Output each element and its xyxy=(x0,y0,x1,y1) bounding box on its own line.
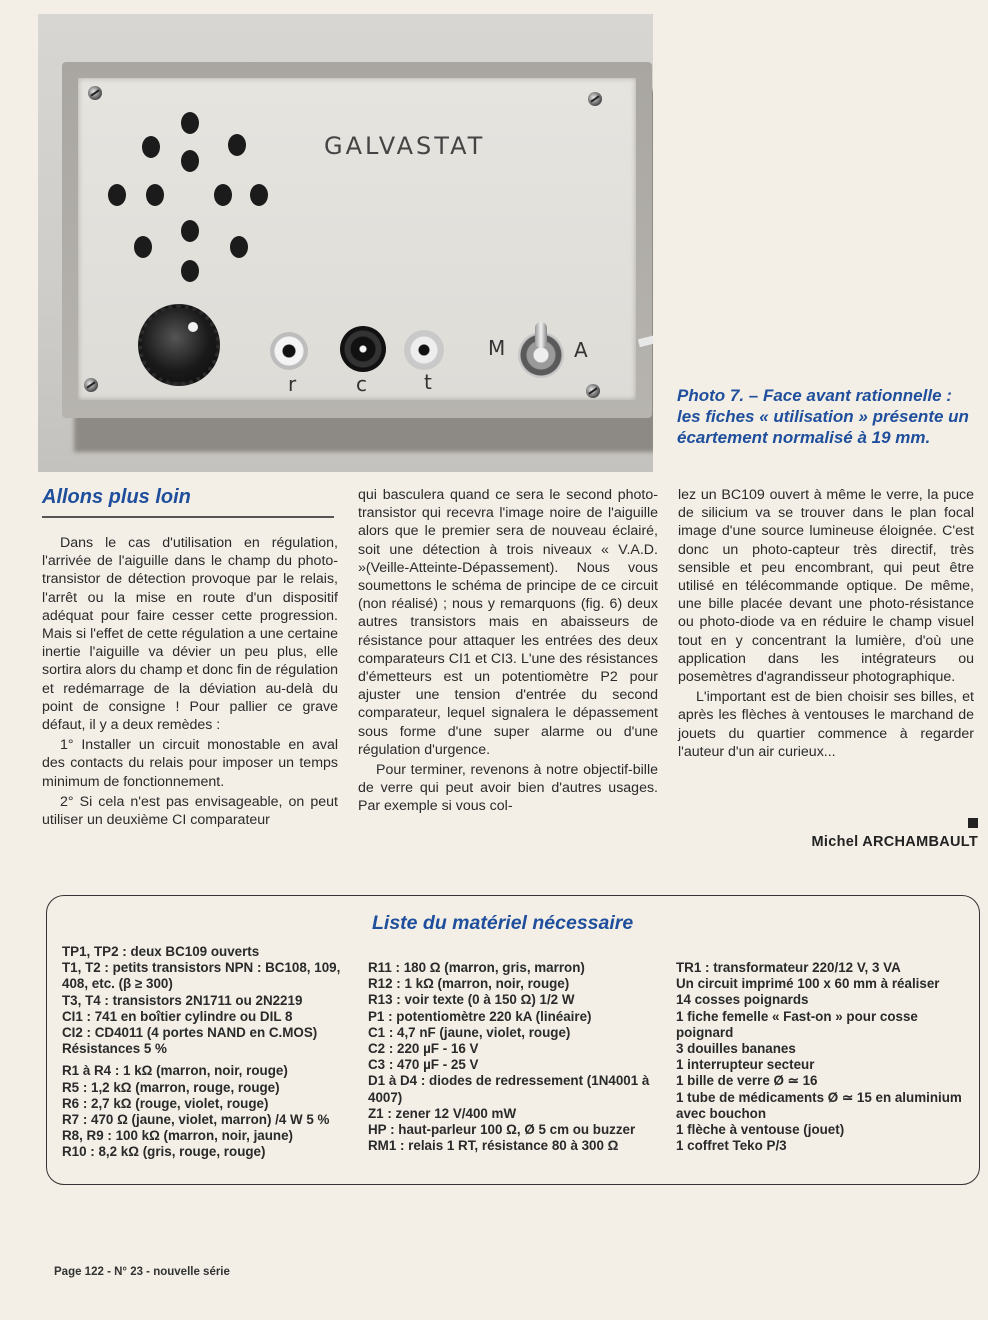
panel-brand: GALVASTAT xyxy=(324,132,486,160)
part-item: P1 : potentiomètre 220 kA (linéaire) xyxy=(368,1008,592,1024)
part-item: Un circuit imprimé 100 x 60 mm à réaliser xyxy=(676,976,940,992)
power-switch xyxy=(518,332,564,378)
jack-label-t: t xyxy=(424,370,432,394)
part-item: T1, T2 : petits transistors NPN : BC108, 109, 408, etc. (β ≥ 300) xyxy=(62,960,341,992)
speaker-hole xyxy=(181,150,199,172)
sensitivity-knob xyxy=(138,304,220,386)
screw-icon xyxy=(586,384,600,398)
paragraph: Pour terminer, revenons à notre objectif-bille de verre qui peut avoir bien d'autres usages. Par exemple si vous col- xyxy=(358,762,658,815)
speaker-hole xyxy=(250,184,268,206)
part-item: 3 douilles bananes xyxy=(676,1041,796,1057)
jack-r xyxy=(270,332,308,370)
article-column-3 xyxy=(678,486,974,763)
parts-list-title: Liste du matériel nécessaire xyxy=(372,912,634,934)
parts-column-3 xyxy=(676,960,976,1154)
photo-caption: Photo 7. – Face avant rationnelle : les fiches « utilisation » présente un écartement normalisé à 19 mm. xyxy=(677,386,969,447)
part-item: R13 : voir texte (0 à 150 Ω) 1/2 W xyxy=(368,992,575,1008)
part-item: HP : haut-parleur 100 Ω, Ø 5 cm ou buzzer xyxy=(368,1122,636,1138)
part-item: R10 : 8,2 kΩ (gris, rouge, rouge) xyxy=(62,1144,266,1160)
speaker-hole xyxy=(230,236,248,258)
part-item: C3 : 470 µF - 25 V xyxy=(368,1057,479,1073)
part-item: 1 interrupteur secteur xyxy=(676,1057,815,1073)
part-item: 14 cosses poignards xyxy=(676,992,809,1008)
part-item: CI1 : 741 en boîtier cylindre ou DIL 8 xyxy=(62,1008,293,1024)
speaker-hole xyxy=(214,184,232,206)
paragraph: lez un BC109 ouvert à même le verre, la puce de silicium va se trouver dans le plan focal image d'une source lumineuse éloignée. C'est donc un photo-capteur très directif, très sensible et peu encombrant, qui peut être utilisé en télécommande optique. De même, une bille placée devant une photo-résistance ou photo-diode va en réduire le champ visuel tout en y concentrant la lumière, d'où une application dans les intégrateurs ou posemètres d'agrandisseur photographique. xyxy=(678,487,974,686)
part-item: R8, R9 : 100 kΩ (marron, noir, jaune) xyxy=(62,1128,294,1144)
speaker-hole xyxy=(146,184,164,206)
part-item: C2 : 220 µF - 16 V xyxy=(368,1041,479,1057)
part-item: 1 flèche à ventouse (jouet) xyxy=(676,1122,845,1138)
page-footer: Page 122 - N° 23 - nouvelle série xyxy=(54,1266,230,1278)
paragraph: L'important est de bien choisir ses billes, et après les flèches à ventouses le marchand de jouets du quartier commence à regarder l'auteur d'un air curieux... xyxy=(678,689,974,760)
part-item: T3, T4 : transistors 2N1711 ou 2N2219 xyxy=(62,992,303,1008)
jack-t xyxy=(404,330,444,370)
screw-icon xyxy=(88,86,102,100)
part-item: 1 coffret Teko P/3 xyxy=(676,1138,787,1154)
part-item: R12 : 1 kΩ (marron, noir, rouge) xyxy=(368,976,570,992)
part-item: Résistances 5 % xyxy=(62,1041,167,1057)
jack-label-r: r xyxy=(288,372,297,396)
speaker-hole xyxy=(228,134,246,156)
paragraph: qui basculera quand ce sera le second photo-transistor qui recevra l'image noire de l'aiguille alors que le premier sera de nouveau éclairé, soit une détection à trois niveaux « V.A.D. »(Veille-Atteinte-Dépassement). Nous vous soumettons le schéma de principe de ce circuit (non réalisé) ; nous y remarquons (fig. 6) deux autres transistors mais en abaisseurs de résistance pour attaquer les entrées des deux comparateurs CI1 et CI3. L'une des résistances d'émetteurs est un potentiomètre P2 pour ajuster une tension d'entrée du second comparateur, lequel signalera le dépassement sous forme d'une super alarme ou d'une régulation d'urgence. xyxy=(358,487,658,758)
paragraph: Dans le cas d'utilisation en régulation, l'arrivée de l'aiguille dans le champ du photo-transistor de détection provoque par le relais, l'arrêt ou la mise en route d'un dispositif adéquat pour faire cesser cette progression. Mais si l'effet de cette régulation a une certaine inertie l'aiguille va dévier un peu plus, elle sortira alors du champ et donc fin de régulation et redémarrage de la déviation au-delà du point de consigne ! Pour pallier ce grave défaut, il y a deux remèdes : xyxy=(42,535,338,734)
speaker-hole xyxy=(108,184,126,206)
section-heading: Allons plus loin xyxy=(42,486,191,508)
speaker-hole xyxy=(134,236,152,258)
article-column-1 xyxy=(42,534,338,831)
paragraph: 1° Installer un circuit monostable en aval des contacts du relais pour imposer un temps minimum de fonctionnement. xyxy=(42,737,338,790)
speaker-hole xyxy=(181,260,199,282)
part-item: 1 tube de médicaments Ø ≃ 15 en aluminium avec bouchon xyxy=(676,1089,962,1121)
speaker-hole xyxy=(181,220,199,242)
device-photo xyxy=(38,14,653,472)
heading-rule xyxy=(42,516,334,518)
end-of-article-mark xyxy=(968,818,978,828)
article-column-2 xyxy=(358,486,658,818)
switch-label-a: A xyxy=(574,338,588,362)
part-item: C1 : 4,7 nF (jaune, violet, rouge) xyxy=(368,1024,571,1040)
part-item: D1 à D4 : diodes de redressement (1N4001 à 4007) xyxy=(368,1073,650,1105)
jack-c xyxy=(340,326,386,372)
part-item: RM1 : relais 1 RT, résistance 80 à 300 Ω xyxy=(368,1138,619,1154)
part-item: 1 fiche femelle « Fast-on » pour cosse poignard xyxy=(676,1008,918,1040)
part-item: TP1, TP2 : deux BC109 ouverts xyxy=(62,944,260,959)
part-item: CI2 : CD4011 (4 portes NAND en C.MOS) xyxy=(62,1025,318,1041)
part-item: R1 à R4 : 1 kΩ (marron, noir, rouge) xyxy=(62,1063,288,1079)
screw-icon xyxy=(588,92,602,106)
part-item: R7 : 470 Ω (jaune, violet, marron) /4 W 5 % xyxy=(62,1112,330,1128)
part-item: Z1 : zener 12 V/400 mW xyxy=(368,1105,517,1121)
speaker-hole xyxy=(142,136,160,158)
part-item: R11 : 180 Ω (marron, gris, marron) xyxy=(368,960,585,975)
paragraph: 2° Si cela n'est pas envisageable, on peut utiliser un deuxième CI comparateur xyxy=(42,793,338,829)
part-item: R6 : 2,7 kΩ (rouge, violet, rouge) xyxy=(62,1095,269,1111)
jack-label-c: c xyxy=(356,372,367,396)
parts-column-2 xyxy=(368,960,668,1154)
part-item: 1 bille de verre Ø ≃ 16 xyxy=(676,1073,818,1089)
part-item: TR1 : transformateur 220/12 V, 3 VA xyxy=(676,960,901,975)
part-item: R5 : 1,2 kΩ (marron, rouge, rouge) xyxy=(62,1079,280,1095)
speaker-hole xyxy=(181,112,199,134)
screw-icon xyxy=(84,378,98,392)
author-name: Michel ARCHAMBAULT xyxy=(811,834,978,850)
parts-column-1 xyxy=(62,944,362,1161)
switch-label-m: M xyxy=(488,336,506,360)
